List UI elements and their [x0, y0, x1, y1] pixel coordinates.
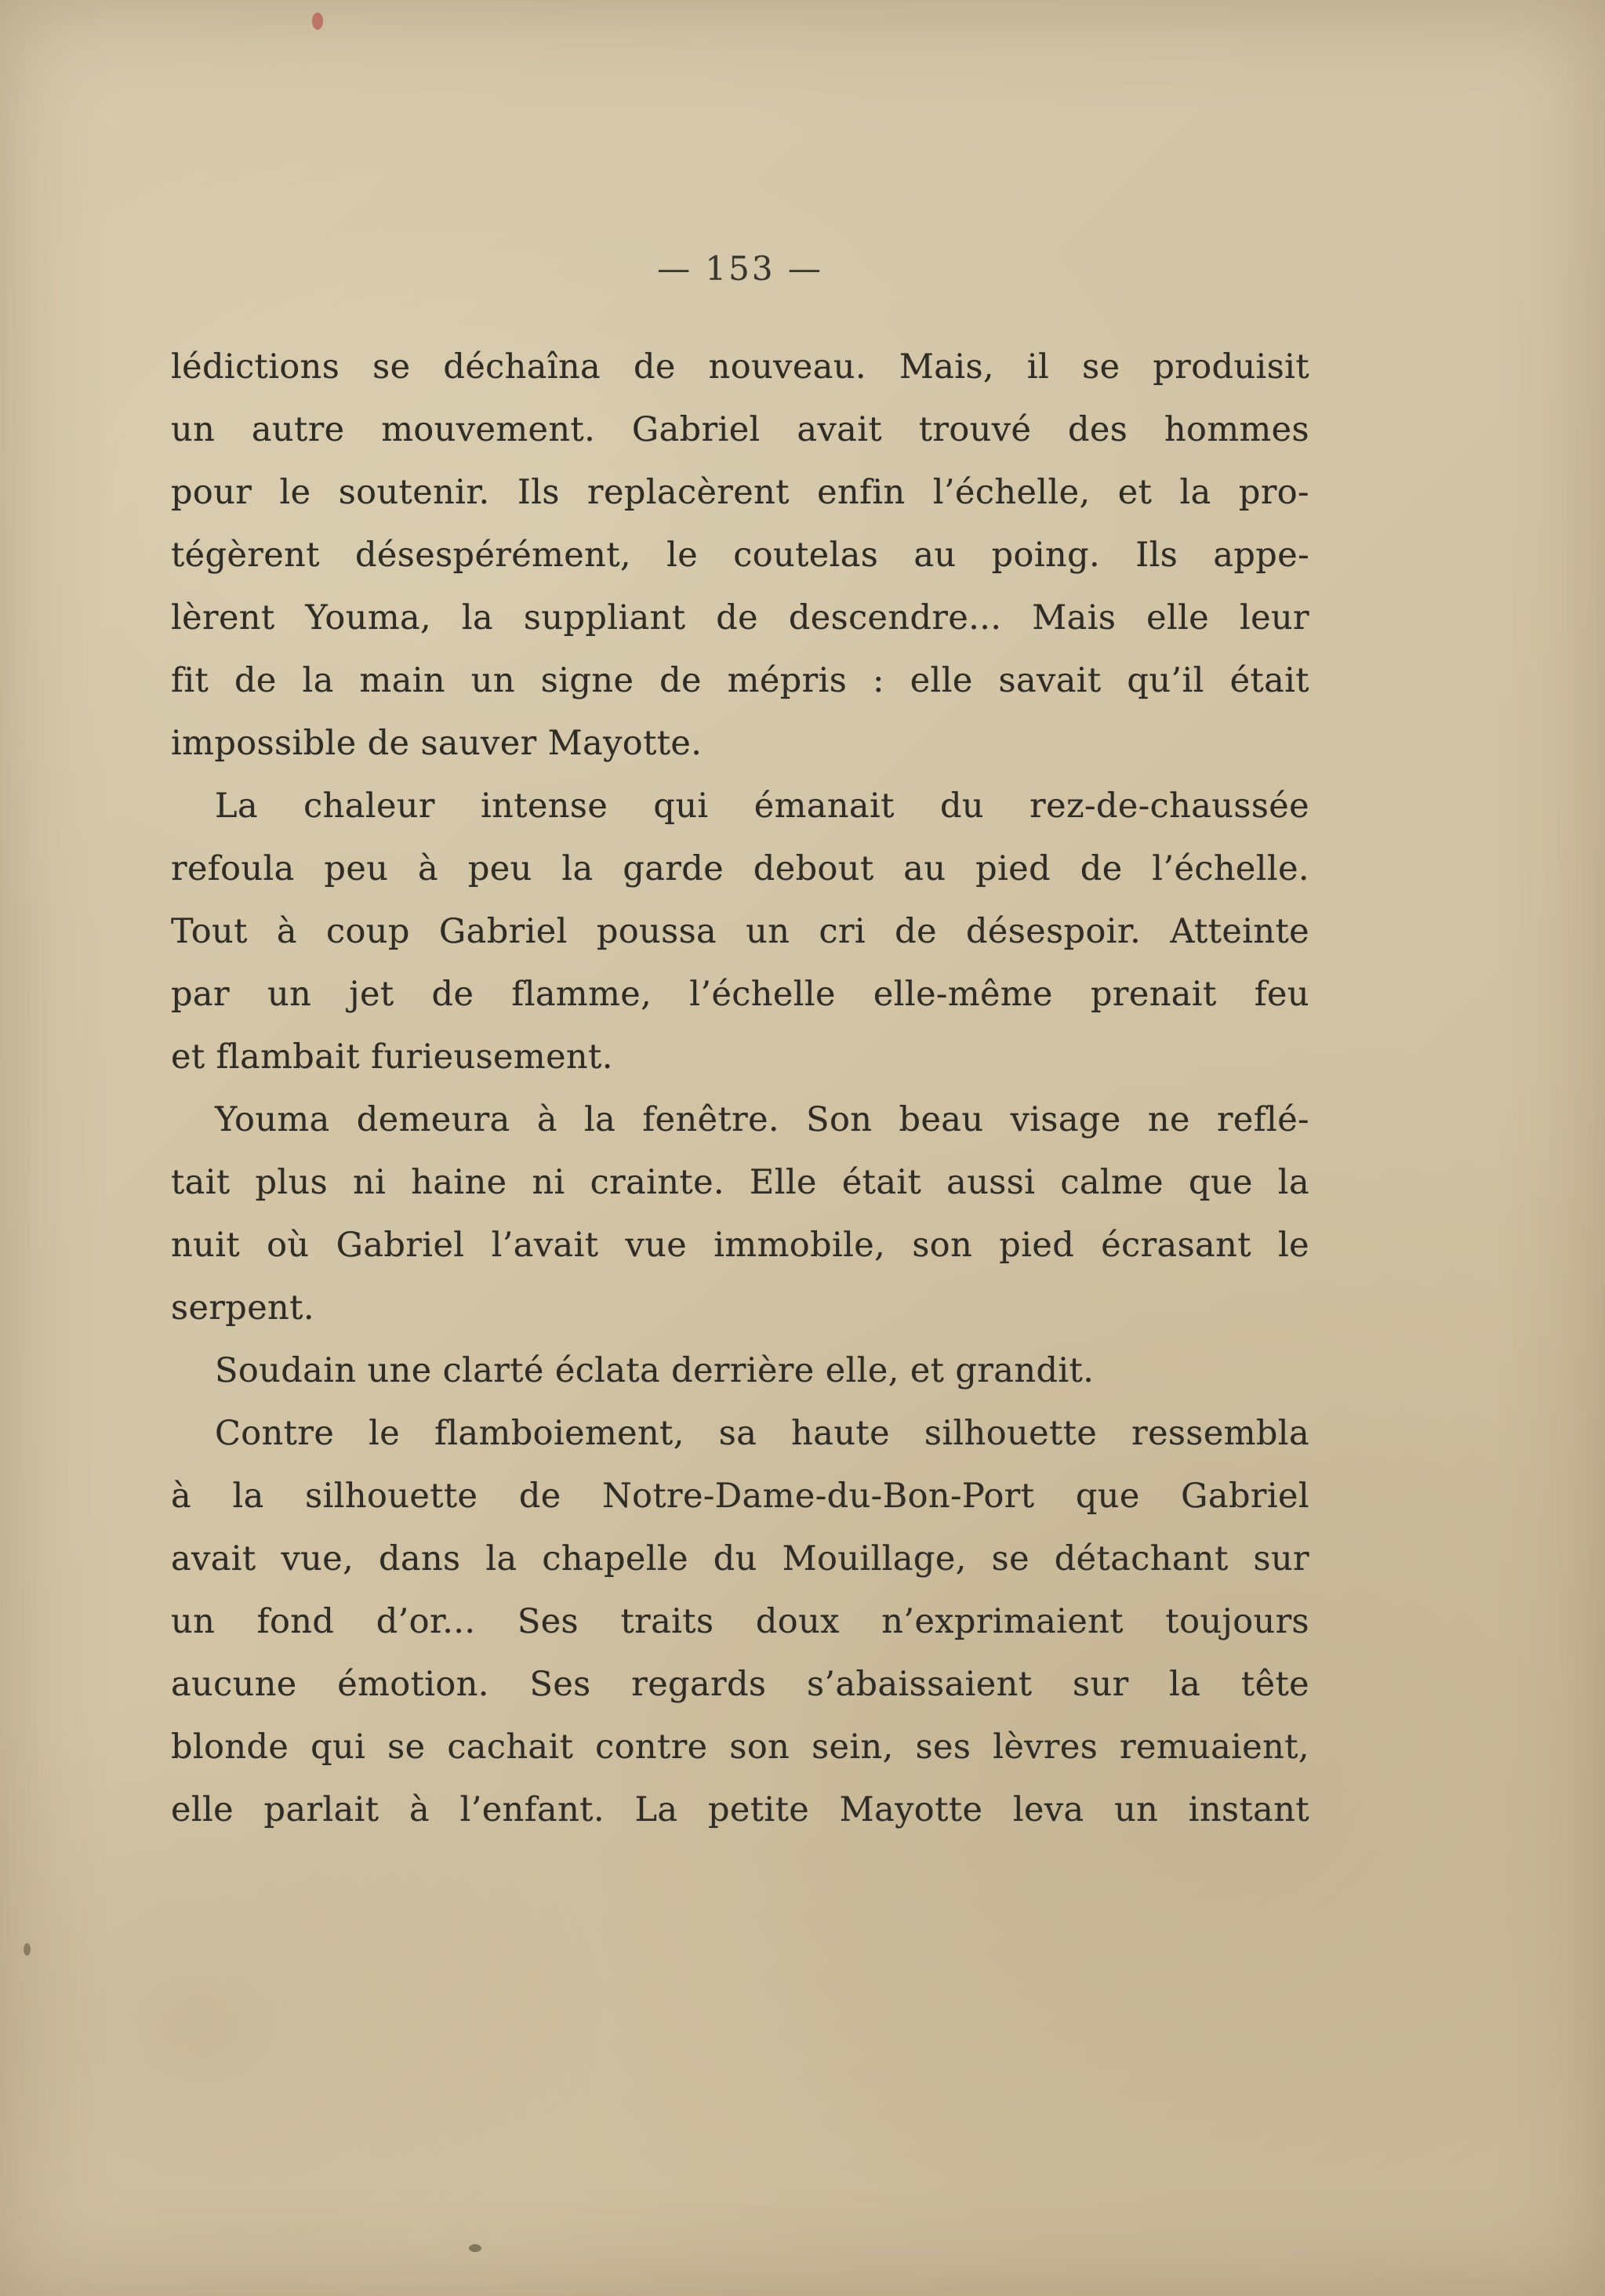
text-line: Youma demeura à la fenêtre. Son beau visage ne reflé-: [215, 1100, 1309, 1139]
text-line: lédictions se déchaîna de nouveau. Mais, il se produisit: [171, 347, 1309, 387]
text-line: et flambait furieusement.: [171, 1037, 613, 1077]
paragraph: [171, 1402, 1309, 1841]
text-line: blonde qui se cachait contre son sein, ses lèvres remuaient,: [171, 1727, 1309, 1767]
text-line: pour le soutenir. Ils replacèrent enfin l’échelle, et la pro-: [171, 473, 1309, 512]
text-line: nuit où Gabriel l’avait vue immobile, son pied écrasant le: [171, 1226, 1309, 1265]
paper-speck: [469, 2244, 481, 2252]
paragraph: [171, 775, 1309, 1088]
text-block: [171, 336, 1309, 1841]
paper-speck: [24, 1943, 31, 1956]
text-line: fit de la main un signe de mépris : elle savait qu’il était: [171, 661, 1309, 700]
text-line: par un jet de flamme, l’échelle elle-même prenait feu: [171, 975, 1309, 1014]
paragraph: [171, 1088, 1309, 1339]
text-line: tait plus ni haine ni crainte. Elle était aussi calme que la: [171, 1163, 1309, 1202]
text-line: avait vue, dans la chapelle du Mouillage, se détachant sur: [171, 1539, 1309, 1578]
text-line: refoula peu à peu la garde debout au pied de l’échelle.: [171, 849, 1309, 888]
text-line: un autre mouvement. Gabriel avait trouvé des hommes: [171, 410, 1309, 449]
text-line: aucune émotion. Ses regards s’abaissaient sur la tête: [171, 1665, 1309, 1704]
paragraph: [171, 1339, 1309, 1402]
text-line: à la silhouette de Notre-Dame-du-Bon-Port que Gabriel: [171, 1477, 1309, 1516]
paper-speck: [312, 13, 323, 30]
text-line: Soudain une clarté éclata derrière elle, et grandit.: [215, 1351, 1095, 1390]
text-line: un fond d’or... Ses traits doux n’exprimaient toujours: [171, 1602, 1309, 1641]
paragraph: [171, 336, 1309, 775]
text-line: elle parlait à l’enfant. La petite Mayotte leva un instant: [171, 1790, 1309, 1829]
text-line: Tout à coup Gabriel poussa un cri de désespoir. Atteinte: [171, 912, 1309, 951]
text-line: impossible de sauver Mayotte.: [171, 724, 703, 763]
text-line: Contre le flamboiement, sa haute silhouette ressembla: [215, 1414, 1309, 1453]
page-number: — 153 —: [657, 249, 823, 288]
text-line: serpent.: [171, 1288, 314, 1328]
text-line: tégèrent désespérément, le coutelas au poing. Ils appe-: [171, 536, 1309, 575]
text-line: lèrent Youma, la suppliant de descendre... Mais elle leur: [171, 598, 1309, 638]
text-line: La chaleur intense qui émanait du rez-de-chaussée: [215, 787, 1309, 826]
